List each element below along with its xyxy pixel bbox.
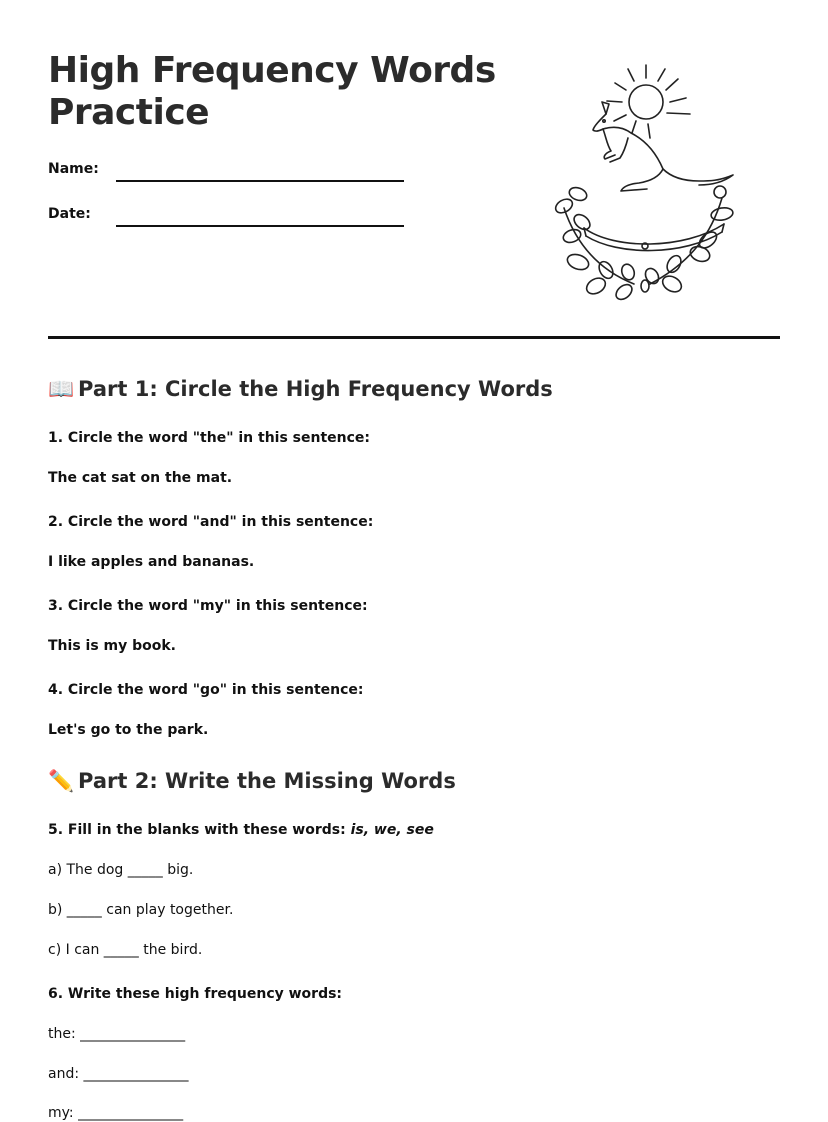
fill-blank-a[interactable]: a) The dog _____ big. bbox=[48, 862, 194, 878]
date-field[interactable] bbox=[48, 205, 408, 229]
question-2-sentence: I like apples and bananas. bbox=[48, 554, 255, 570]
name-line[interactable] bbox=[116, 180, 404, 182]
date-label: Date: bbox=[48, 206, 91, 222]
kangaroo-icon bbox=[593, 102, 733, 191]
part2-heading-text: Part 2: Write the Missing Words bbox=[78, 769, 456, 793]
question-1-prompt: 1. Circle the word "the" in this sentence: bbox=[48, 430, 371, 446]
question-5-word-list: is, we, see bbox=[350, 822, 434, 838]
question-1-sentence: The cat sat on the mat. bbox=[48, 470, 233, 486]
pencil-icon: ✏️ bbox=[48, 769, 75, 793]
question-4-prompt: 4. Circle the word "go" in this sentence: bbox=[48, 682, 364, 698]
question-4-sentence: Let's go to the park. bbox=[48, 722, 209, 738]
part2-heading bbox=[48, 767, 456, 795]
question-3-sentence: This is my book. bbox=[48, 638, 177, 654]
name-label: Name: bbox=[48, 161, 99, 177]
part1-heading-text: Part 1: Circle the High Frequency Words bbox=[78, 377, 553, 401]
question-3-prompt: 3. Circle the word "my" in this sentence: bbox=[48, 598, 368, 614]
page-title: High Frequency Words Practice bbox=[48, 50, 496, 133]
write-word-and[interactable]: and: _______________ bbox=[48, 1066, 189, 1082]
divider bbox=[48, 336, 780, 339]
write-word-my[interactable]: my: _______________ bbox=[48, 1105, 184, 1121]
question-2-prompt: 2. Circle the word "and" in this sentence: bbox=[48, 514, 374, 530]
part1-heading bbox=[48, 375, 553, 403]
question-6-prompt: 6. Write these high frequency words: bbox=[48, 986, 343, 1002]
fill-blank-c[interactable]: c) I can _____ the bird. bbox=[48, 942, 203, 958]
write-word-the[interactable]: the: _______________ bbox=[48, 1026, 186, 1042]
kangaroo-emblem-image bbox=[544, 58, 754, 308]
date-line[interactable] bbox=[116, 225, 404, 227]
name-field[interactable] bbox=[48, 160, 408, 184]
question-5-prompt bbox=[48, 821, 434, 839]
open-book-icon: 📖 bbox=[48, 377, 75, 401]
fill-blank-b[interactable]: b) _____ can play together. bbox=[48, 902, 234, 918]
question-5-prompt-text: 5. Fill in the blanks with these words: bbox=[48, 822, 351, 838]
